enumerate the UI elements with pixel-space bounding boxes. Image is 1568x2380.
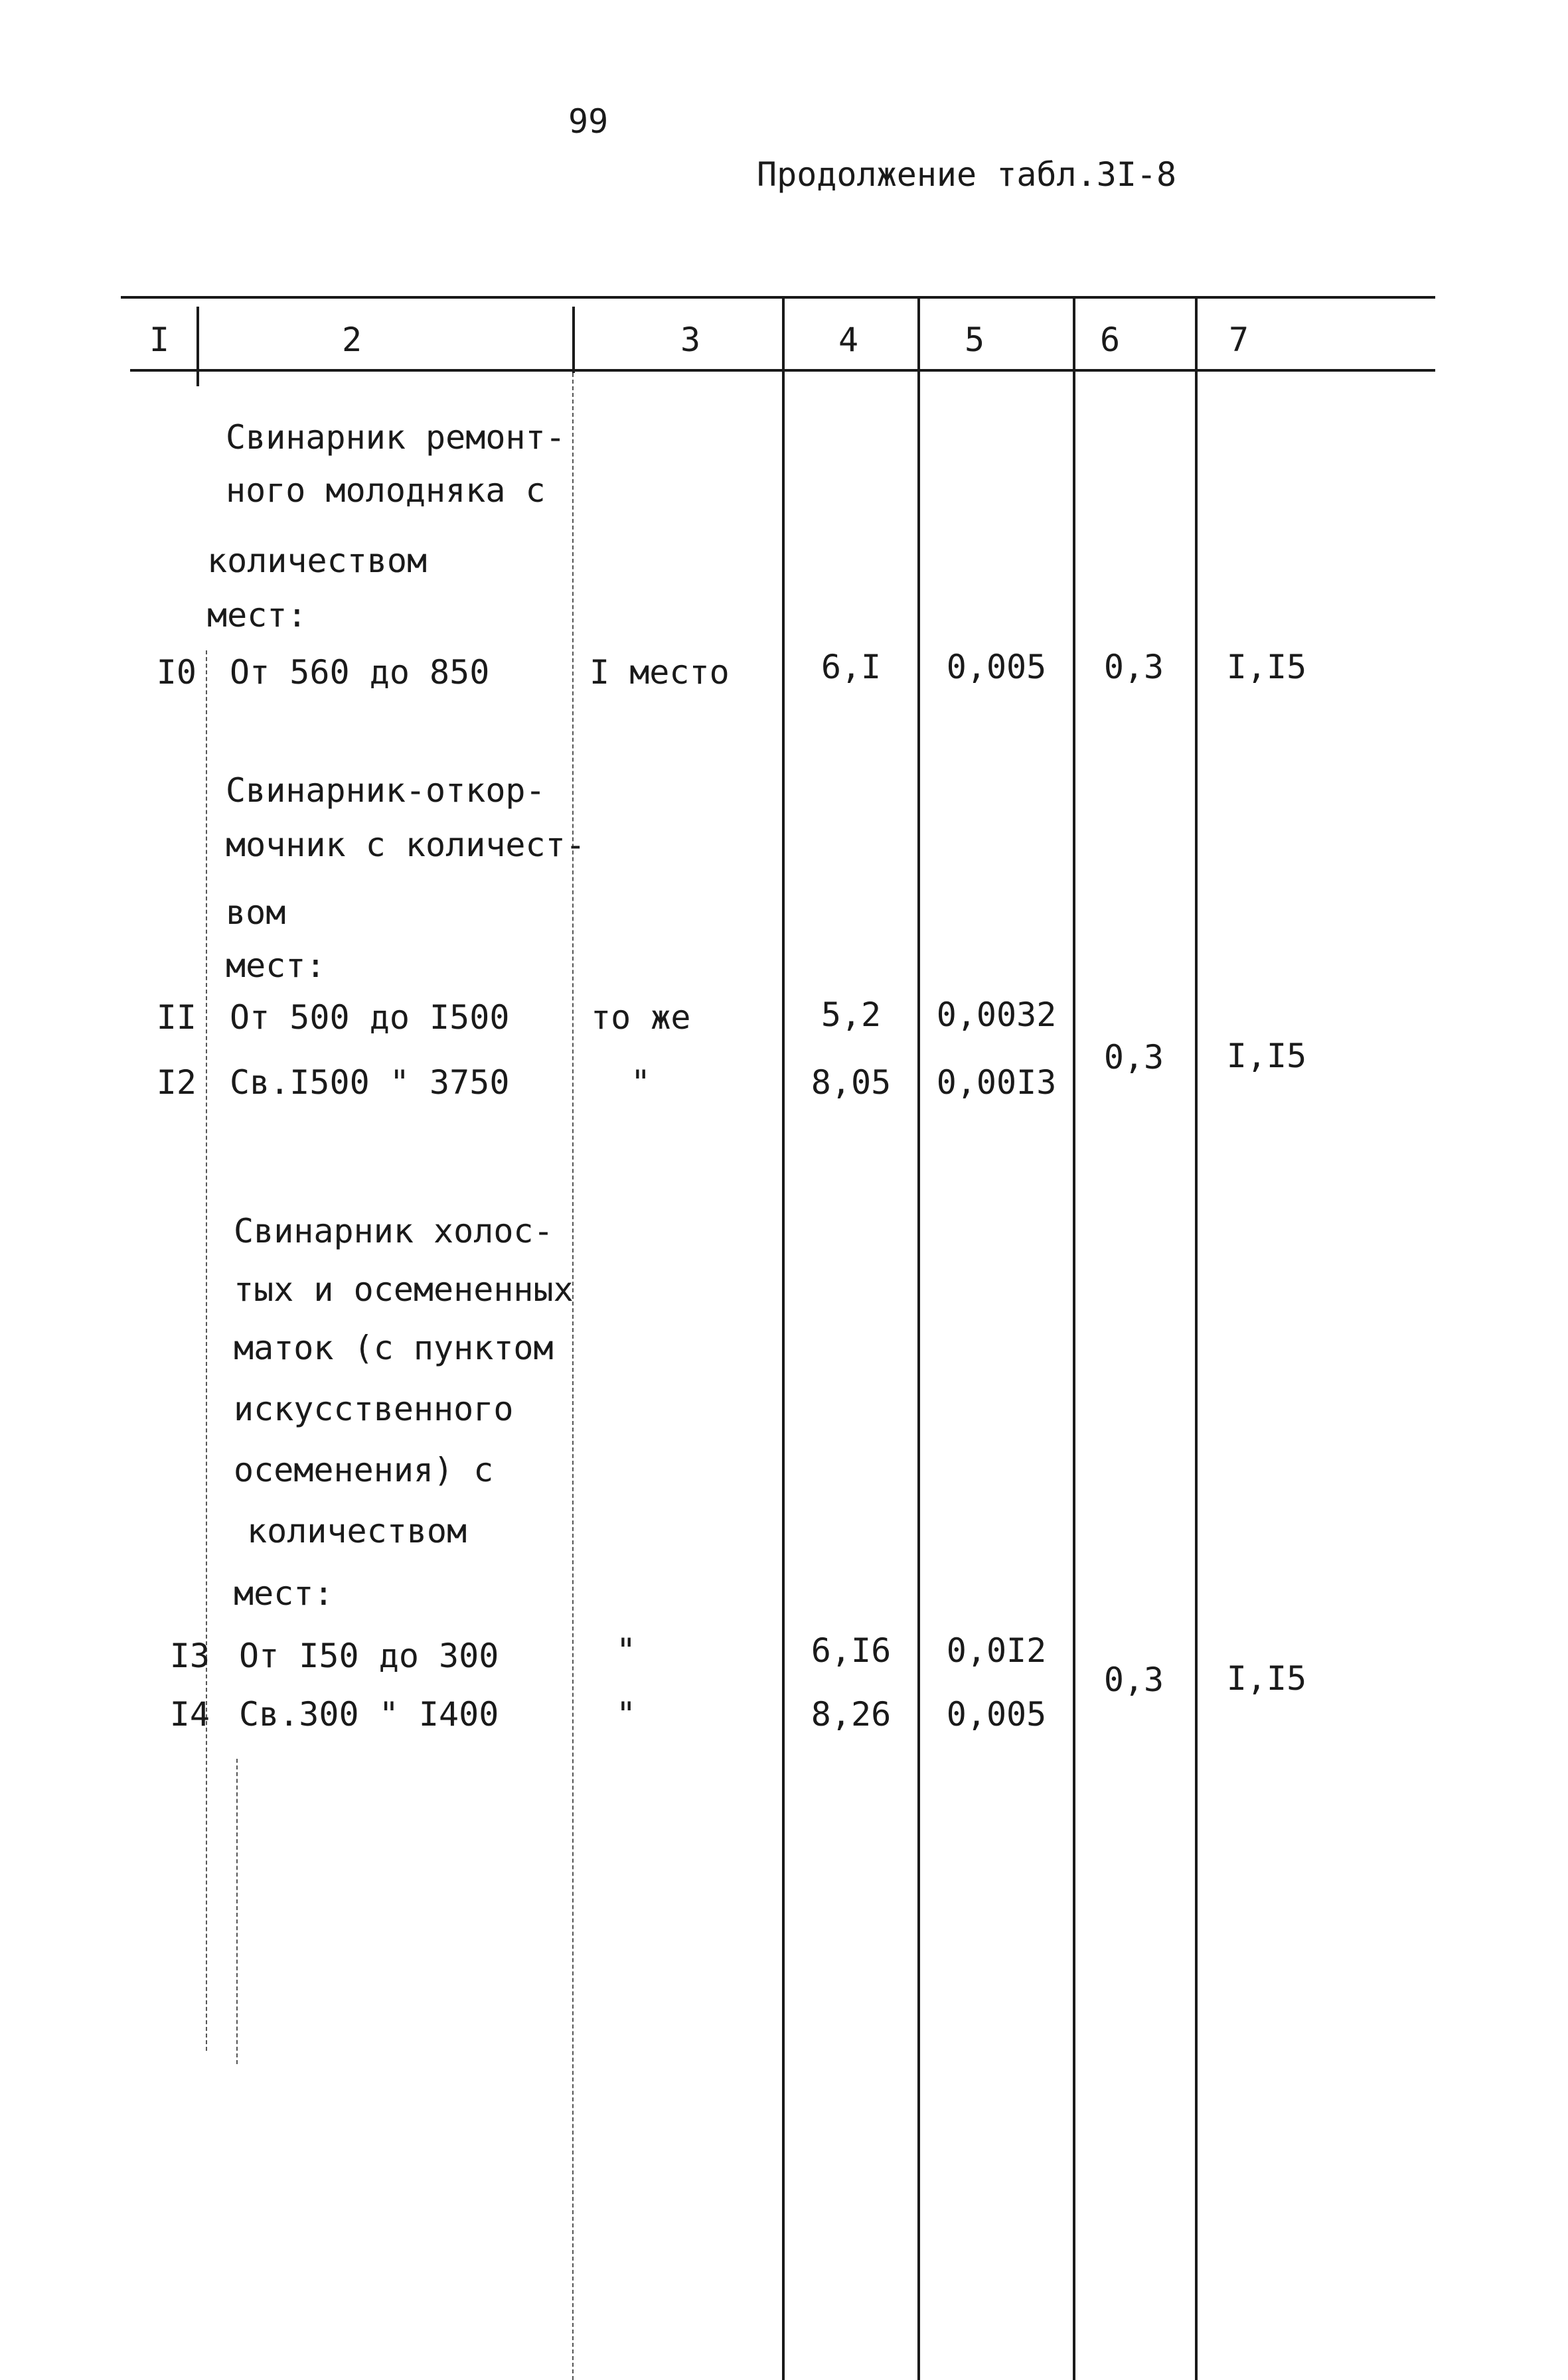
row-14-col-4: 8,26 [811, 1695, 892, 1734]
group-3-desc-line-6: количеством [247, 1512, 467, 1550]
col-sep-1-2-tail [236, 1759, 238, 2064]
row-number-13: I3 [169, 1637, 210, 1675]
row-10-col-5: 0,005 [946, 648, 1047, 686]
table-top-rule [121, 296, 1435, 299]
row-10-name: От 560 до 850 [230, 653, 490, 692]
group-3-col-7: I,I5 [1226, 1659, 1307, 1698]
row-12-col-4: 8,05 [811, 1063, 892, 1102]
col-sep-4-5 [917, 299, 920, 2380]
header-col-7: 7 [1228, 321, 1249, 359]
col-sep-6-7 [1195, 299, 1198, 2380]
header-col-2: 2 [341, 321, 362, 359]
group-3-desc-line-2: тых и осемененных [234, 1270, 574, 1309]
group-1-desc-line-4: мест: [207, 596, 307, 634]
group-2-col-6: 0,3 [1103, 1038, 1164, 1077]
row-11-name: От 500 до I500 [230, 998, 510, 1037]
group-3-desc-line-1: Свинарник холос- [234, 1212, 554, 1250]
col-sep-2-3-header [572, 307, 575, 373]
row-number-14: I4 [169, 1695, 210, 1734]
group-2-col-7: I,I5 [1226, 1037, 1307, 1075]
row-11-col-5: 0,0032 [936, 996, 1057, 1034]
header-col-3: 3 [680, 321, 701, 359]
group-1-desc-line-1: Свинарник ремонт- [226, 418, 566, 457]
table-caption: Продолжение табл.3I-8 [757, 155, 1177, 194]
group-1-col-7: I,I5 [1226, 648, 1307, 686]
row-number-12: I2 [156, 1063, 196, 1102]
group-1-desc-line-3: количеством [207, 542, 428, 580]
page-number: 99 [568, 102, 609, 141]
row-14-unit: " [616, 1695, 637, 1734]
row-10-unit: I место [589, 653, 730, 692]
row-13-unit: " [616, 1631, 637, 1670]
group-1-col-6: 0,3 [1103, 648, 1164, 686]
header-col-6: 6 [1099, 321, 1121, 359]
row-10-col-4: 6,I [821, 648, 882, 686]
header-col-5: 5 [964, 321, 985, 359]
row-12-name: Св.I500 " 3750 [230, 1063, 510, 1102]
header-col-1: I [149, 321, 170, 359]
header-col-4: 4 [838, 321, 859, 359]
col-sep-5-6 [1073, 299, 1075, 2380]
row-14-name: Св.300 " I400 [239, 1695, 499, 1734]
group-3-desc-line-7: мест: [234, 1574, 334, 1613]
row-13-col-4: 6,I6 [811, 1631, 892, 1670]
group-3-desc-line-5: осеменения) с [234, 1451, 494, 1489]
row-11-unit: то же [591, 998, 691, 1037]
group-2-desc-line-1: Свинарник-откор- [226, 771, 546, 810]
row-number-10: I0 [156, 653, 196, 692]
row-number-11: II [156, 998, 196, 1037]
row-11-col-4: 5,2 [821, 996, 882, 1034]
col-sep-3-4 [782, 299, 785, 2380]
row-13-name: От I50 до 300 [239, 1637, 499, 1675]
group-3-desc-line-3: маток (с пунктом [234, 1329, 554, 1367]
group-3-col-6: 0,3 [1103, 1661, 1164, 1699]
row-12-col-5: 0,00I3 [936, 1063, 1057, 1102]
group-2-desc-line-3: вом [226, 893, 286, 932]
row-13-col-5: 0,0I2 [946, 1631, 1047, 1670]
group-2-desc-line-2: мочник с количест- [226, 826, 586, 864]
col-sep-1-2-header [196, 307, 199, 386]
col-sep-2-3-body [572, 373, 574, 2380]
group-2-desc-line-4: мест: [226, 946, 326, 985]
group-1-desc-line-2: ного молодняка с [226, 471, 546, 510]
col-sep-1-2-body [206, 650, 207, 2051]
row-14-col-5: 0,005 [946, 1695, 1047, 1734]
row-12-unit: " [631, 1063, 651, 1102]
group-3-desc-line-4: искусственного [234, 1390, 514, 1428]
